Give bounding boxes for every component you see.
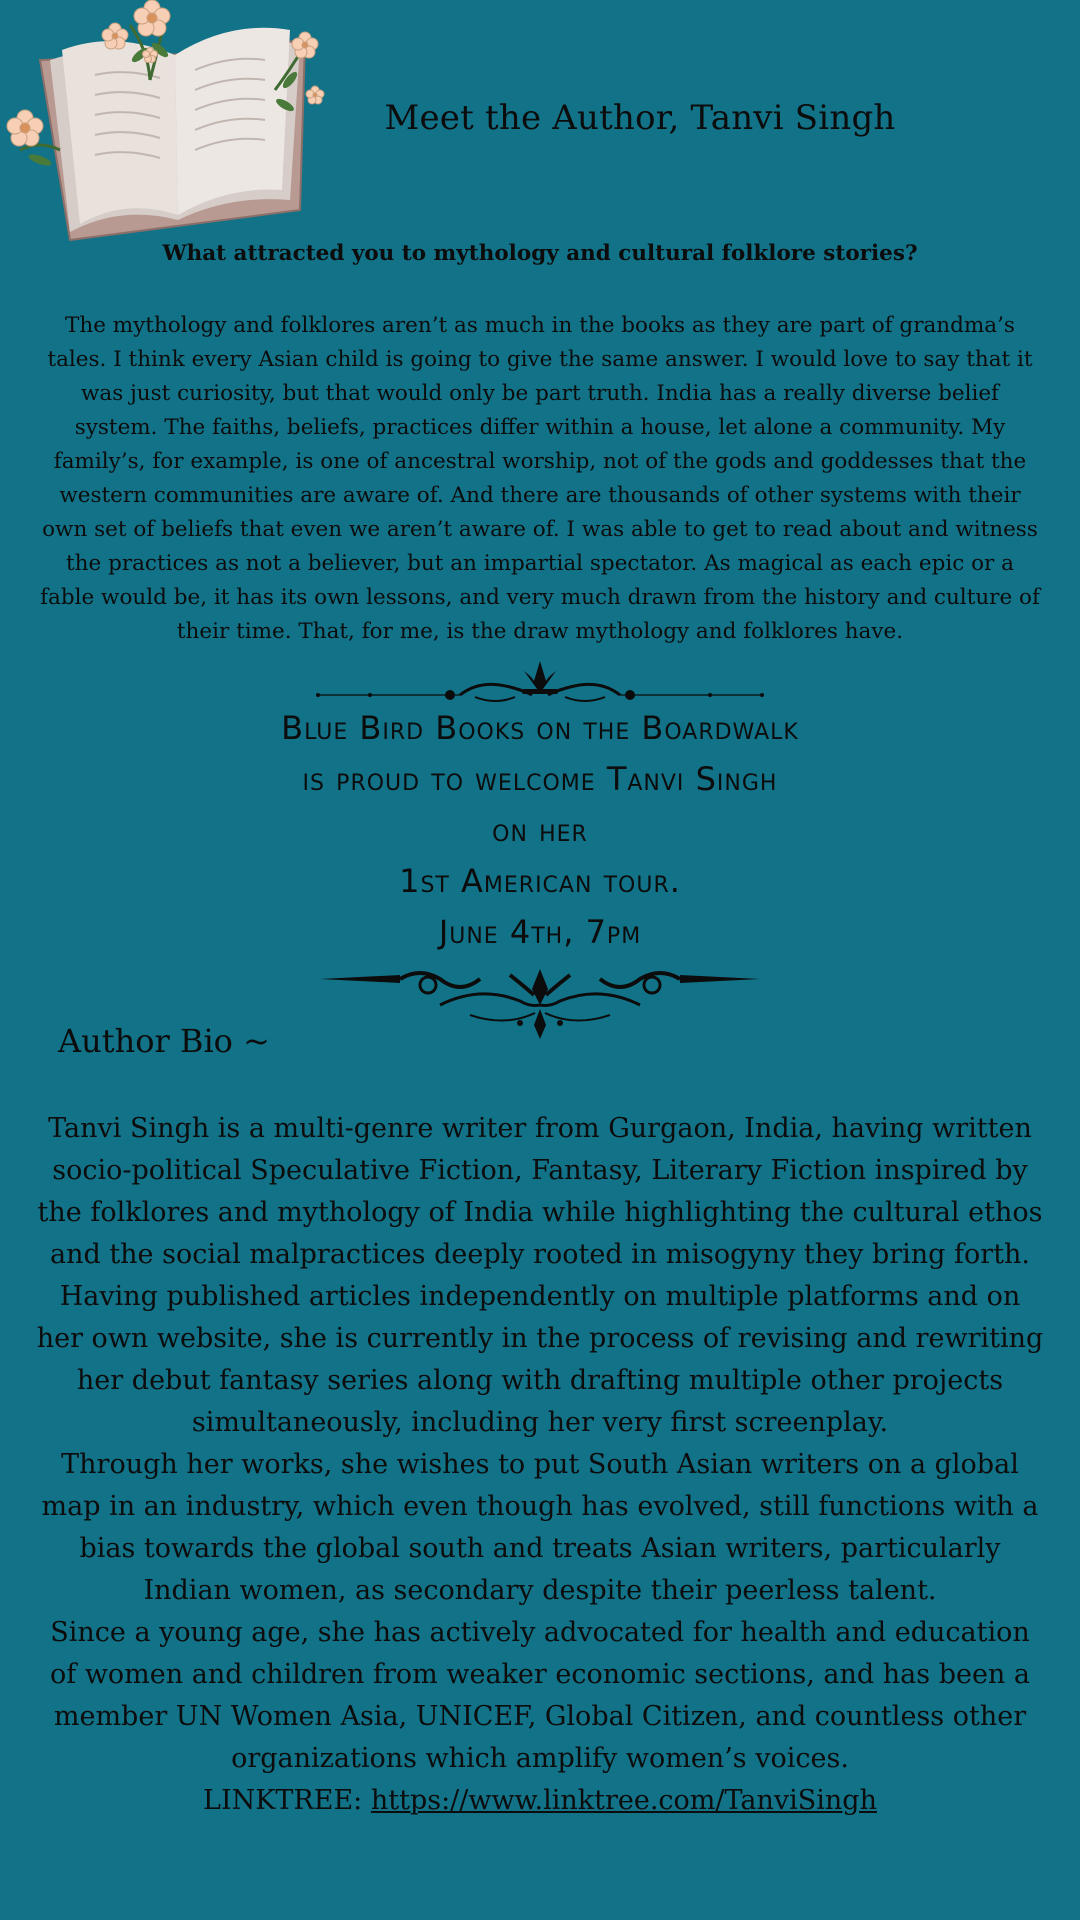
interview-answer: The mythology and folklores aren’t as much in the books as they are part of grandma’s tales. I think every Asian child is going to give the same answer. I would love to say that it was just curiosity, but that would only be part truth. India has a really diverse belief system. The faiths, beliefs, practices differ within a house, let alone a community. My family’s, for example, is one of ancestral worship, not of the gods and goddesses that the western communities are aware of. And there are thousands of other systems with their own set of beliefs that even we aren’t aware of. I was able to get to read about and witness the practices as not a believer, but an impartial spectator. As magical as each epic or a fable would be, it has its own lessons, and very much drawn from the history and culture of their time. That, for me, is the draw mythology and folklores have. bbox=[40, 313, 1040, 644]
event-announcement bbox=[140, 703, 940, 958]
announcement-line-on-her: on her bbox=[492, 811, 588, 849]
bio-paragraph-3: Since a young age, she has actively advocated for health and education of women and children from weaker economic sections, and has been a member UN Women Asia, UNICEF, Global Citizen, and countless other organizations which amplify women’s voices. bbox=[49, 1617, 1030, 1774]
bio-text bbox=[35, 1108, 1045, 1822]
linktree-label: LINKTREE: bbox=[203, 1785, 363, 1816]
bio-paragraph-2: Through her works, she wishes to put South Asian writers on a global map in an industry, which even though has evolved, still functions with a bias towards the global south and treats Asian writers, particularly Indian women, as secondary despite their peerless talent. bbox=[41, 1449, 1039, 1606]
announcement-line-date: June 4th, 7pm bbox=[438, 913, 642, 951]
linktree-line bbox=[35, 1780, 1045, 1822]
announcement-line-tour: 1st American tour. bbox=[399, 862, 681, 900]
announcement-line-welcome: is proud to welcome Tanvi Singh bbox=[302, 760, 778, 798]
bio-paragraph-1: Tanvi Singh is a multi-genre writer from Gurgaon, India, having written socio-political Speculative Fiction, Fantasy, Literary Fiction inspired by the folklores and mythology of India while highlighting the cultural ethos and the social malpractices deeply rooted in misogyny they bring forth. Having published articles independently on multiple platforms and on her own website, she is currently in the process of revising and rewriting her debut fantasy series along with drafting multiple other projects simultaneously, including her very first screenplay. bbox=[36, 1113, 1044, 1438]
announcement-line-store: Blue Bird Books on the Boardwalk bbox=[281, 709, 799, 747]
open-book-flowers-illustration bbox=[0, 0, 340, 250]
bio-heading: Author Bio ~ bbox=[58, 1022, 270, 1060]
lotus-divider-icon bbox=[310, 657, 770, 707]
linktree-link[interactable]: https://www.linktree.com/TanviSingh bbox=[370, 1785, 877, 1816]
flourish-divider-icon bbox=[320, 965, 760, 1045]
interview-question: What attracted you to mythology and cultural folklore stories? bbox=[162, 241, 918, 266]
page-title: Meet the Author, Tanvi Singh bbox=[384, 98, 896, 138]
